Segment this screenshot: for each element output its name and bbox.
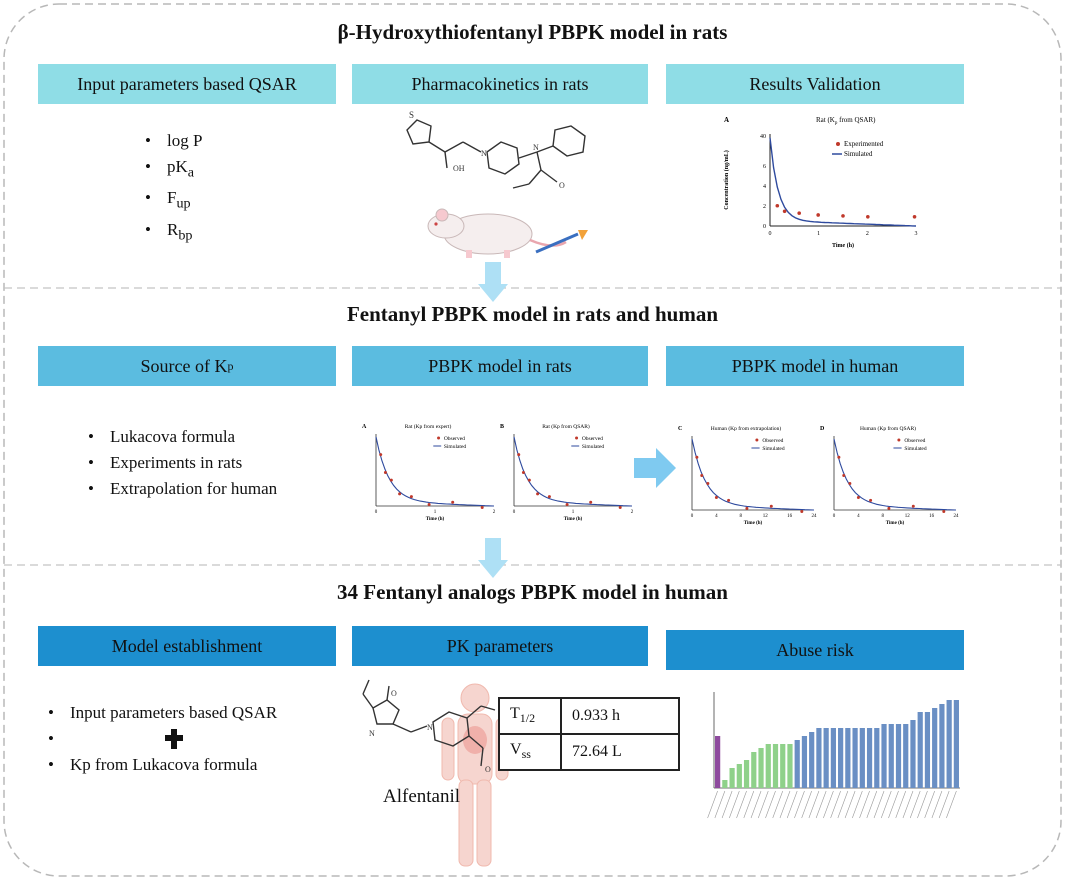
bar <box>889 724 894 788</box>
bar <box>860 728 865 788</box>
bar <box>758 748 763 788</box>
x-tick-label: 0 <box>374 510 378 515</box>
observed-point <box>770 505 773 508</box>
box-abuse-risk: Abuse risk <box>666 630 964 670</box>
observed-point <box>398 492 401 495</box>
validation-plot-svg <box>720 112 930 270</box>
observed-point <box>536 492 539 495</box>
box-pbpk-human: PBPK model in human <box>666 346 964 386</box>
compound-name: Alfentanil <box>383 786 461 807</box>
human-pbpk-plots-svg <box>676 420 960 532</box>
plot-letter: A <box>724 116 730 124</box>
bar <box>947 700 952 788</box>
x-tick-label: 12 <box>762 514 768 519</box>
observed-point <box>869 499 872 502</box>
x-tick-label: 1 <box>571 510 575 515</box>
bar <box>751 752 756 788</box>
observed-point <box>848 482 851 485</box>
bar <box>932 708 937 788</box>
x-tick-label: 4 <box>857 514 860 519</box>
legend-marker <box>437 437 440 440</box>
plot-title: Human (Kp from extrapolation) <box>710 426 782 432</box>
observed-point <box>379 453 382 456</box>
x-tick-label: 16 <box>929 514 935 519</box>
bar <box>802 736 807 788</box>
bar <box>795 740 800 788</box>
bar <box>824 728 829 788</box>
bar <box>867 728 872 788</box>
bar <box>954 700 959 788</box>
svg-text:N: N <box>481 149 487 158</box>
observed-point <box>428 503 431 506</box>
observed-point <box>451 501 454 504</box>
x-tick-label: 0 <box>832 514 836 519</box>
section1-title: β-Hydroxythiofentanyl PBPK model in rats <box>337 20 728 44</box>
param-rbp: • $R_{bp}$ <box>145 217 202 248</box>
simulated-line <box>376 437 494 506</box>
bar <box>816 728 821 788</box>
experimented-point <box>913 215 917 219</box>
legend-simulated: Simulated <box>762 446 785 452</box>
param-pka: • $pK_a$ <box>145 154 202 185</box>
observed-point <box>517 453 520 456</box>
svg-text:OH: OH <box>453 164 465 173</box>
x-tick-label: 1 <box>817 231 821 237</box>
x-tick-label: 2 <box>492 510 496 515</box>
box-source-of-kp: Source of K p <box>38 346 336 386</box>
plus-icon <box>165 729 183 749</box>
bar <box>925 712 930 788</box>
legend-marker <box>897 439 900 442</box>
bar <box>729 768 734 788</box>
y-tick-label: 0 <box>763 224 766 230</box>
observed-point <box>745 507 748 510</box>
human-pbpk-plots <box>676 420 960 532</box>
observed-point <box>589 501 592 504</box>
x-tick-label: 4 <box>715 514 718 519</box>
bar <box>838 728 843 788</box>
experimented-point <box>841 214 845 218</box>
plot-letter: A <box>362 424 367 430</box>
bar <box>766 744 771 788</box>
x-tick-label: 8 <box>881 514 885 519</box>
model-establishment-list <box>48 700 277 778</box>
bar <box>773 744 778 788</box>
x-tick-label: 16 <box>787 514 793 519</box>
rat-pbpk-plots-svg <box>360 418 636 528</box>
bar <box>722 780 727 788</box>
x-tick-label: 1 <box>433 510 437 515</box>
observed-point <box>384 471 387 474</box>
pk-value-vss: 72.64 L <box>561 734 679 770</box>
bar <box>845 728 850 788</box>
x-axis-label: Time (h) <box>743 521 763 526</box>
legend-simulated: Simulated <box>581 444 605 450</box>
plot-title: Rat (Kp from expert) <box>404 424 452 430</box>
bar <box>737 764 742 788</box>
legend-observed: Observed <box>762 438 784 444</box>
beta-hydroxythiofentanyl-structure <box>395 108 595 208</box>
bar <box>831 728 836 788</box>
x-axis-label: Time (h) <box>885 521 905 526</box>
experimented-point <box>783 209 787 213</box>
bar <box>715 736 720 788</box>
observed-point <box>390 479 393 482</box>
rat-illustration <box>418 200 593 265</box>
kp-source-list <box>88 424 277 502</box>
svg-text:N: N <box>369 729 375 738</box>
simulated-line <box>770 138 916 226</box>
pk-param-thalf: $T_{1/2}$ <box>499 698 561 734</box>
observed-point <box>800 510 803 513</box>
svg-text:S: S <box>409 110 415 120</box>
bar <box>896 724 901 788</box>
x-tick-label: 2 <box>630 510 634 515</box>
simulated-line <box>514 437 632 506</box>
y-tick-label: 4 <box>763 184 766 190</box>
observed-point <box>942 510 945 513</box>
bar <box>809 732 814 788</box>
plot-title: Human (Kp from QSAR) <box>859 426 917 432</box>
observed-point <box>727 499 730 502</box>
observed-point <box>837 456 840 459</box>
x-tick-label: 3 <box>914 231 918 237</box>
svg-text:O: O <box>391 689 397 698</box>
box-results-validation: Results Validation <box>666 64 964 104</box>
box-pbpk-rats: PBPK model in rats <box>352 346 648 386</box>
bullet-experiments: • Experiments in rats <box>88 450 277 476</box>
observed-point <box>842 474 845 477</box>
legend-marker <box>836 142 840 146</box>
svg-text:N: N <box>533 143 539 152</box>
section2-title: Fentanyl PBPK model in rats and human <box>346 302 719 326</box>
legend-simulated: Simulated <box>904 446 927 452</box>
simulated-line <box>692 439 814 510</box>
bar <box>852 728 857 788</box>
qsar-parameter-list <box>145 128 202 248</box>
bar <box>744 760 749 788</box>
legend-simulated: Simulated <box>443 444 467 450</box>
bar <box>874 728 879 788</box>
plot-letter: B <box>500 424 505 430</box>
legend-experimented: Experimented <box>844 140 884 148</box>
observed-point <box>912 505 915 508</box>
experimented-point <box>776 204 780 208</box>
abuse-risk-chart <box>700 684 966 834</box>
plot-title: Rat (Kp from QSAR) <box>542 424 590 430</box>
bar <box>787 744 792 788</box>
abuse-risk-chart-svg <box>700 684 966 834</box>
legend-observed: Observed <box>443 436 465 442</box>
table-row <box>499 698 679 734</box>
legend-observed: Observed <box>904 438 926 444</box>
observed-point <box>706 482 709 485</box>
y-tick-label: 2 <box>763 204 766 210</box>
observed-point <box>566 503 569 506</box>
observed-point <box>695 456 698 459</box>
observed-point <box>715 496 718 499</box>
box-pharmacokinetics-rats: Pharmacokinetics in rats <box>352 64 648 104</box>
y-tick-label: 40 <box>760 134 766 140</box>
param-logp: • log P <box>145 128 202 154</box>
simulated-line <box>834 439 956 510</box>
bullet-kp-lukacova: • Kp from Lukacova formula <box>48 752 277 778</box>
observed-point <box>700 474 703 477</box>
observed-point <box>857 496 860 499</box>
experimented-point <box>816 213 820 217</box>
bar <box>910 720 915 788</box>
x-tick-label: 0 <box>512 510 516 515</box>
observed-point <box>887 507 890 510</box>
observed-point <box>410 495 413 498</box>
observed-point <box>522 471 525 474</box>
bar <box>918 712 923 788</box>
x-tick-label: 24 <box>811 514 817 519</box>
down-arrow-1 <box>478 262 508 304</box>
box-model-establishment: Model establishment <box>38 626 336 666</box>
x-tick-label: 24 <box>953 514 959 519</box>
x-tick-label: 12 <box>904 514 910 519</box>
experimented-point <box>866 215 870 219</box>
pk-value-thalf: 0.933 h <box>561 698 679 734</box>
bar <box>903 724 908 788</box>
section3-title: 34 Fentanyl analogs PBPK model in human <box>337 580 728 604</box>
y-axis-label: Concentration (ng/mL) <box>724 150 730 210</box>
pk-param-vss: $V_{ss}$ <box>499 734 561 770</box>
right-arrow <box>634 448 678 488</box>
svg-text:N: N <box>427 723 433 732</box>
bullet-lukacova: • Lukacova formula <box>88 424 277 450</box>
observed-point <box>528 479 531 482</box>
bullet-input-parameters: • Input parameters based QSAR <box>48 700 277 726</box>
observed-point <box>481 506 484 509</box>
legend-simulated: Simulated <box>844 150 873 158</box>
table-row <box>499 734 679 770</box>
bar <box>881 724 886 788</box>
box-pk-parameters: PK parameters <box>352 626 648 666</box>
plot-letter: C <box>678 426 683 432</box>
experimented-point <box>797 211 801 215</box>
x-axis-label: Time (h) <box>563 517 583 522</box>
legend-observed: Observed <box>581 436 603 442</box>
legend-marker <box>575 437 578 440</box>
y-tick-label: 6 <box>763 164 766 170</box>
param-fup: • $F_{up}$ <box>145 185 202 216</box>
bar <box>939 704 944 788</box>
x-tick-label: 0 <box>768 231 772 237</box>
observed-point <box>619 506 622 509</box>
legend-marker <box>755 439 758 442</box>
plot-letter: D <box>820 426 825 432</box>
x-tick-label: 2 <box>865 231 869 237</box>
alfentanil-structure <box>355 672 505 782</box>
down-arrow-2 <box>478 538 508 580</box>
rat-pbpk-plots <box>360 418 636 528</box>
svg-text:O: O <box>485 765 491 774</box>
plot-title: Rat ($K_p$ from QSAR) <box>816 116 876 126</box>
pk-parameter-table <box>498 697 680 771</box>
observed-point <box>548 495 551 498</box>
x-axis-label: Time (h) <box>831 243 855 249</box>
validation-plot <box>720 112 930 270</box>
box-input-parameters: Input parameters based QSAR <box>38 64 336 104</box>
bar <box>780 744 785 788</box>
x-tick-label: 0 <box>690 514 694 519</box>
x-axis-label: Time (h) <box>425 517 445 522</box>
bullet-extrapolation: • Extrapolation for human <box>88 476 277 502</box>
plus-row <box>48 726 277 752</box>
svg-text:O: O <box>559 181 565 190</box>
x-tick-label: 8 <box>739 514 743 519</box>
